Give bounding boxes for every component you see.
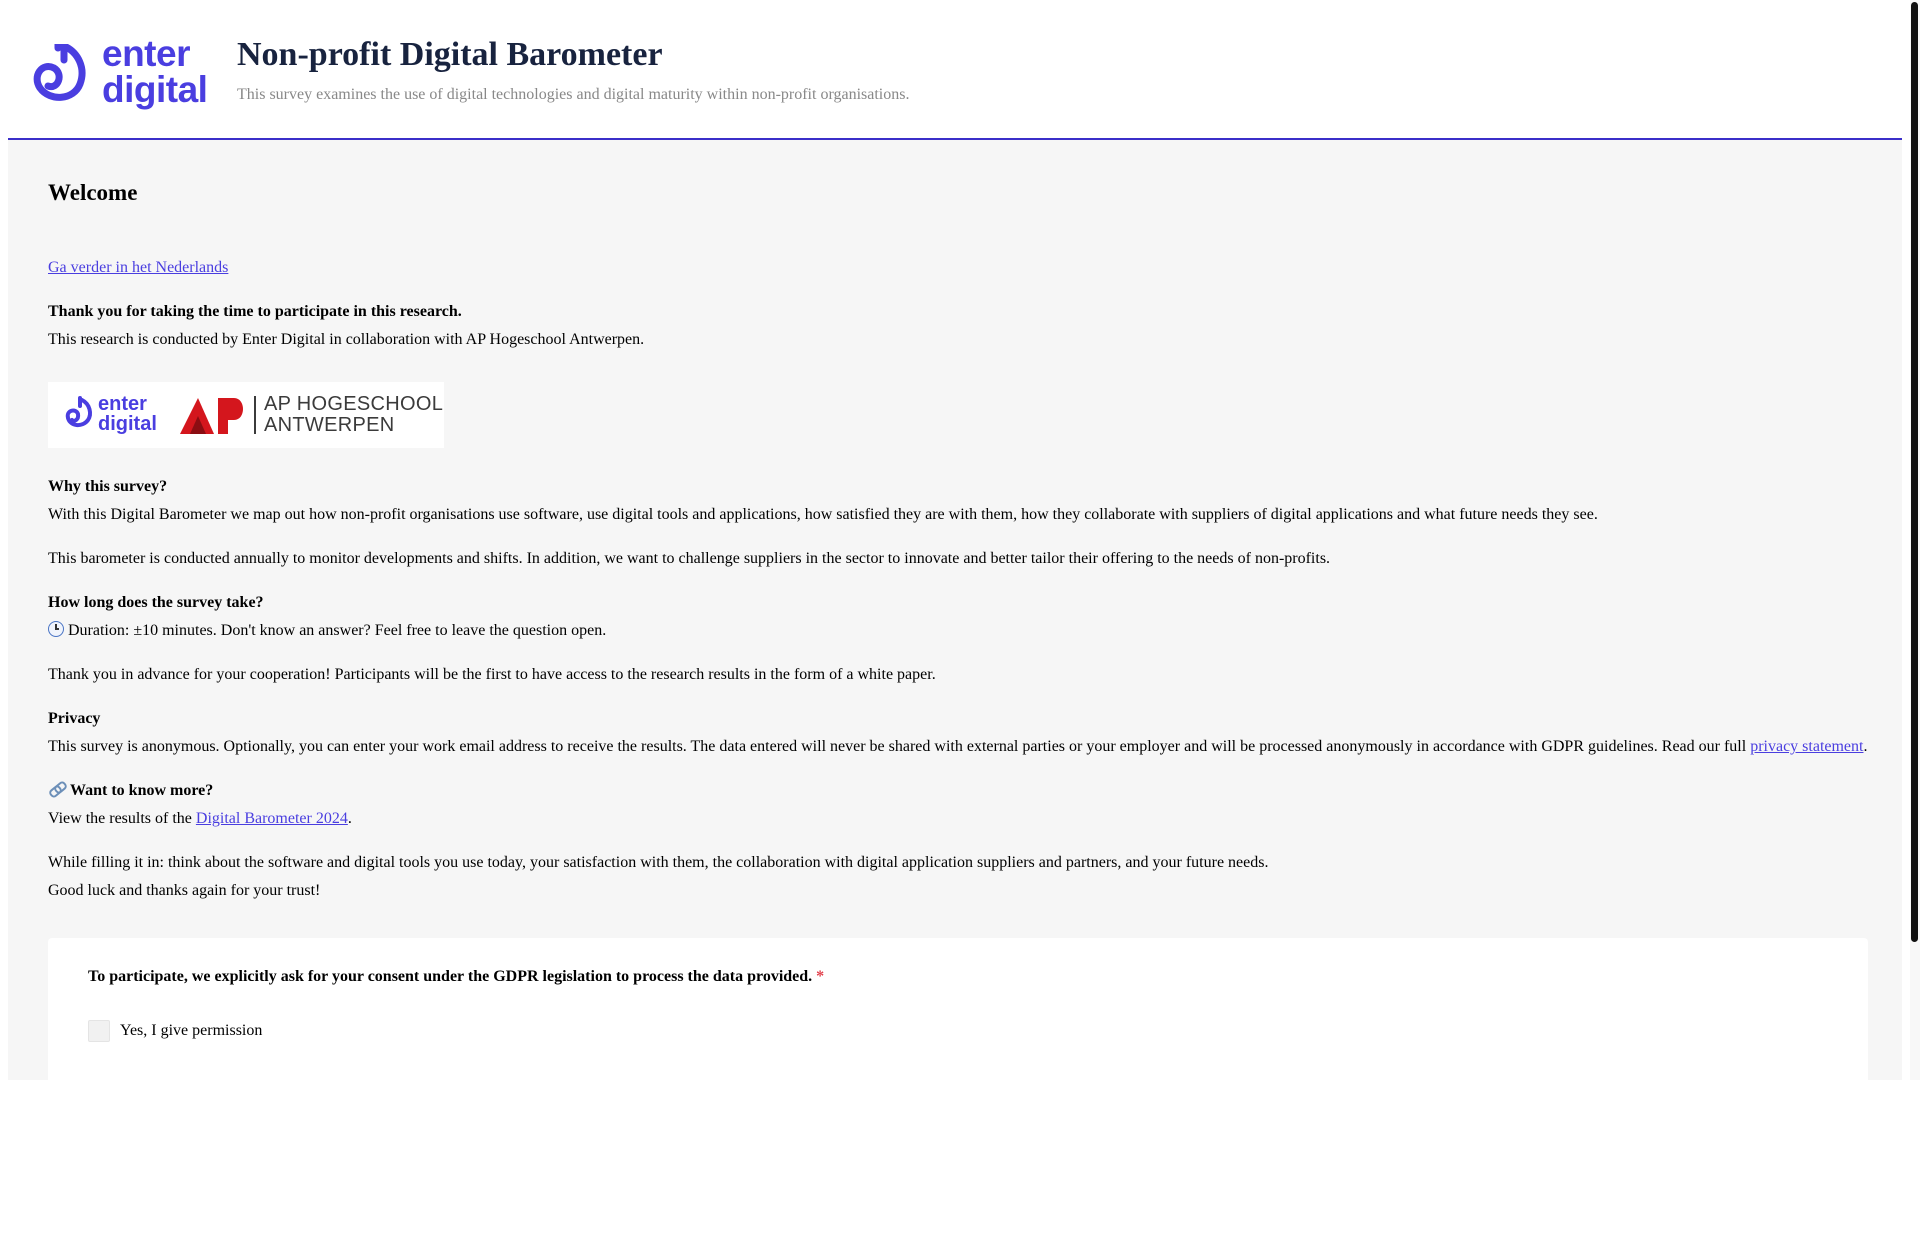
partner-enter-digital-text — [98, 394, 157, 434]
survey-header — [8, 0, 1902, 140]
thanks-heading: Thank you for taking the time to participate in this research. — [48, 303, 462, 320]
enter-digital-logo — [30, 33, 210, 114]
privacy-paragraph — [48, 737, 1867, 757]
privacy-heading: Privacy — [48, 710, 101, 727]
consent-checkbox[interactable] — [88, 1020, 110, 1042]
ap-hogeschool-text — [264, 394, 443, 436]
survey-subtitle: This survey examines the use of digital technologies and digital maturity within non-profit organisations. — [237, 86, 910, 103]
more-paragraph — [48, 809, 352, 829]
page-scrollbar[interactable] — [1910, 0, 1920, 1080]
privacy-text: This survey is anonymous. Optionally, you can enter your work email address to receive the results. The data entered will never be shared with external parties or your employer and will be processed anonymously in accordance with GDPR guidelines. Read our full — [48, 738, 1751, 755]
required-marker: * — [816, 968, 825, 985]
why-text: With this Digital Barometer we map out how non-profit organisations use software, use digital tools and applications, how satisfied they are with them, how they collaborate with suppliers of digital applications and what future needs they see. — [48, 506, 1598, 523]
ap-logo-divider — [254, 396, 256, 434]
privacy-statement-link[interactable]: privacy statement — [1750, 738, 1864, 755]
welcome-heading: Welcome — [48, 180, 138, 205]
partner-logos-image — [48, 382, 444, 448]
duration-heading: How long does the survey take? — [48, 594, 264, 611]
duration-line — [48, 621, 606, 641]
dutch-language-link[interactable]: Ga verder in het Nederlands — [48, 259, 229, 276]
link-icon — [48, 782, 66, 796]
more-heading-line — [48, 781, 213, 801]
logo-text — [102, 33, 208, 110]
advance-text: Thank you in advance for your cooperation! Participants will be the first to have access to the research results in the form of a white paper. — [48, 666, 936, 683]
partner-word-enter: enter — [98, 393, 147, 415]
ap-line-antwerpen: ANTWERPEN — [264, 414, 395, 436]
duration-text: Duration: ±10 minutes. Don't know an answer? Feel free to leave the question open. — [68, 622, 607, 639]
consent-checkbox-label[interactable]: Yes, I give permission — [120, 1022, 263, 1039]
partner-word-digital: digital — [98, 413, 157, 435]
annual-text: This barometer is conducted annually to monitor developments and shifts. In addition, we want to challenge suppliers in the sector to innovate and better tailor their offering to the needs of non-profits. — [48, 550, 1331, 567]
consent-question — [88, 968, 824, 986]
enter-digital-small-swirl-icon — [62, 396, 96, 436]
ap-line-hogeschool: AP HOGESCHOOL — [264, 393, 444, 415]
luck-text: Good luck and thanks again for your trust! — [48, 882, 321, 899]
consent-question-card — [48, 938, 1868, 1238]
survey-title: Non-profit Digital Barometer — [237, 36, 663, 73]
logo-word-enter: enter — [102, 33, 190, 74]
consent-question-text: To participate, we explicitly ask for your consent under the GDPR legislation to process the data provided. — [88, 968, 813, 985]
privacy-end: . — [1863, 738, 1868, 755]
logo-word-digital: digital — [102, 69, 208, 110]
more-text: View the results of the — [48, 810, 196, 827]
filling-text: While filling it in: think about the software and digital tools you use today, your satisfaction with them, the collaboration with digital application suppliers and partners, and your future needs. — [48, 854, 1269, 871]
survey-page — [8, 0, 1902, 1080]
enter-digital-swirl-icon — [30, 44, 100, 122]
why-heading: Why this survey? — [48, 478, 168, 495]
scrollbar-thumb[interactable] — [1911, 2, 1918, 942]
ap-logo-icon — [180, 396, 246, 436]
dutch-link-line — [48, 258, 228, 278]
more-end: . — [347, 810, 352, 827]
conducted-by-text: This research is conducted by Enter Digital in collaboration with AP Hogeschool Antwerpen. — [48, 331, 645, 348]
survey-content — [8, 140, 1902, 1080]
clock-icon — [48, 621, 64, 637]
more-heading: Want to know more? — [70, 782, 214, 799]
digital-barometer-2024-link[interactable]: Digital Barometer 2024 — [195, 810, 348, 827]
